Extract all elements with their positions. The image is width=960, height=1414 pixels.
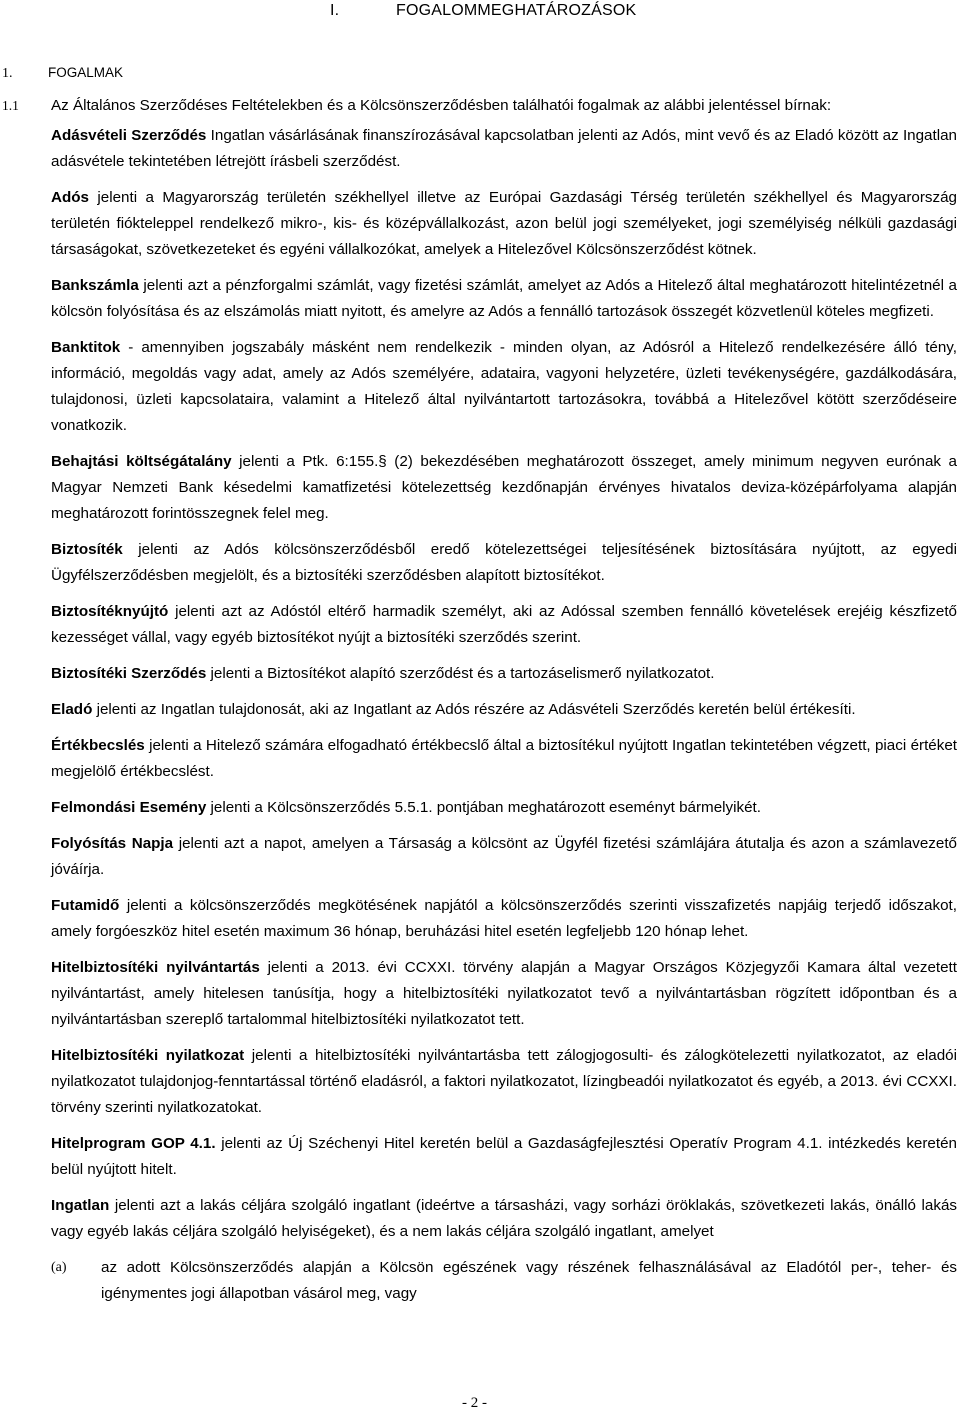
section-title: FOGALMAK bbox=[48, 65, 124, 80]
definition-paragraph bbox=[51, 1043, 957, 1121]
definition-paragraph bbox=[51, 1193, 957, 1245]
definition-paragraph bbox=[51, 661, 957, 687]
definition-text: jelenti a Kölcsönszerződés 5.5.1. pontjában meghatározott eseményt bármelyikét. bbox=[206, 799, 761, 816]
definition-text: jelenti a hitelbiztosítéki nyilvántartásba tett zálogjogosulti- és zálogkötelezetti nyilatkozatot, az eladói nyilatkozatot tulajdonjog-fenntartással történő eladásról, a faktori nyilatkozatot, lízingbeadói nyilatkozatot és egyéb, a 2013. évi CCXXI. törvény szerinti nyilatkozatokat. bbox=[51, 1047, 957, 1116]
chapter-heading bbox=[330, 2, 636, 20]
list-item-text: az adott Kölcsönszerződés alapján a Kölcsön egészének vagy részének felhasználásával az Eladótól per-, teher- és igénymentes jogi állapotban vásárol meg, vagy bbox=[101, 1259, 957, 1302]
definition-paragraph bbox=[51, 123, 957, 175]
definition-paragraph bbox=[51, 185, 957, 263]
list-item-label: (a) bbox=[51, 1260, 67, 1275]
definition-paragraph bbox=[51, 273, 957, 325]
definition-paragraph bbox=[51, 733, 957, 785]
definition-text: jelenti a Biztosítékot alapító szerződést és a tartozáselismerő nyilatkozatot. bbox=[206, 665, 715, 682]
definition-term: Ingatlan bbox=[51, 1197, 110, 1214]
definition-term: Értékbecslés bbox=[51, 737, 145, 754]
definition-term: Bankszámla bbox=[51, 277, 139, 294]
definition-paragraph bbox=[51, 537, 957, 589]
definition-term: Hitelbiztosítéki nyilatkozat bbox=[51, 1047, 245, 1064]
definition-paragraph bbox=[51, 335, 957, 439]
definition-text: jelenti az Adós kölcsönszerződésből eredő kötelezettségei teljesítésének biztosítására nyújtott, az egyedi Ügyfélszerződésben megjelölt, és a biztosítéki szerződésben alapított biztosítékot. bbox=[51, 541, 957, 584]
definition-paragraph bbox=[51, 599, 957, 651]
chapter-title: FOGALOMMEGHATÁROZÁSOK bbox=[396, 2, 637, 19]
definition-text: jelenti azt a pénzforgalmi számlát, vagy fizetési számlát, amelyet az Adós a Hitelező által meghatározott hitelintézetnél a kölcsön folyósítása és az elszámolás miatt nyitott, és amelyre az Adós a fennálló tartozások összegét közvetlenül köteles megfizeti. bbox=[51, 277, 957, 320]
definition-paragraph bbox=[51, 449, 957, 527]
definition-text: jelenti azt a napot, amelyen a Társaság a kölcsönt az Ügyfél fizetési számlájára átutalja és azon a számlavezető jóváírja. bbox=[51, 835, 957, 878]
definition-text: jelenti a Magyarország területén székhellyel illetve az Európai Gazdasági Térség területén székhellyel és Magyarország területén fiókteleppel rendelkező mikro-, kis- és középvállalkozást, azon belül jogi személyeket, jogi személyiség nélküli gazdasági társaságokat, szövetkezeteket és egyéni vállalkozókat, amelyek a Hitelezővel Kölcsönszerződést kötnek. bbox=[51, 189, 957, 258]
definition-term: Eladó bbox=[51, 701, 93, 718]
definition-text: jelenti a Ptk. 6:155.§ (2) bekezdésében meghatározott összeget, amely minimum negyven eurónak a Magyar Nemzeti Bank késedelmi kamatfizetési kötelezettség kezdőnapján érvényes hivatalos deviza-középárfolyama alapján meghatározott forintösszegnek felel meg. bbox=[51, 453, 957, 522]
definition-text: jelenti az Ingatlan tulajdonosát, aki az Ingatlant az Adós részére az Adásvételi Szerződés keretén belül értékesíti. bbox=[92, 701, 856, 718]
chapter-number: I. bbox=[330, 2, 340, 19]
definition-text: jelenti a 2013. évi CCXXI. törvény alapján a Magyar Országos Közjegyzői Kamara által vezetett nyilvántartást, amely hitelesen tanúsítja, hogy a hitelbiztosítéki nyilatkozatot tevő a nyilvántartásban rögzített időpontban és a nyilvántartásban szereplő tartalommal hitelbiztosítéki nyilatkozatot tett. bbox=[51, 959, 957, 1028]
definition-paragraph bbox=[51, 1131, 957, 1183]
definition-term: Banktitok bbox=[51, 339, 121, 356]
definition-term: Hitelprogram GOP 4.1. bbox=[51, 1135, 216, 1152]
definition-term: Biztosítéki Szerződés bbox=[51, 665, 207, 682]
definition-paragraph bbox=[51, 795, 957, 821]
definition-term: Adásvételi Szerződés bbox=[51, 127, 207, 144]
definition-text: jelenti azt a lakás céljára szolgáló ingatlant (ideértve a társasházi, vagy sorházi öröklakás, szövetkezeti lakás, önálló lakás vagy egyéb lakás céljára szolgáló helyiségeket), és a nem lakás céljára szolgáló ingatlant, amelyet bbox=[51, 1197, 957, 1240]
definition-text: - amennyiben jogszabály másként nem rendelkezik - minden olyan, az Adósról a Hitelező rendelkezésére álló tény, információ, megoldás vagy adat, amely az Adós személyére, adataira, vagyoni helyzetére, üzleti tevékenységére, gazdálkodására, tulajdonosi, üzleti kapcsolataira, valamint a Hitelező által nyilvántartott tartozásokra, továbbá a Hitelezővel kötött szerződéseire vonatkozik. bbox=[51, 339, 957, 434]
enumerated-list bbox=[0, 1255, 960, 1307]
section-heading bbox=[2, 65, 123, 82]
definition-paragraph bbox=[51, 893, 957, 945]
definition-text: Ingatlan vásárlásának finanszírozásával kapcsolatban jelenti az Adós, mint vevő és az Eladó között az Ingatlan adásvétele tekintetében létrejött írásbeli szerződést. bbox=[51, 127, 957, 170]
definition-term: Biztosítéknyújtó bbox=[51, 603, 169, 620]
definition-term: Folyósítás Napja bbox=[51, 835, 174, 852]
definition-paragraph bbox=[51, 831, 957, 883]
intro-paragraph bbox=[2, 93, 957, 119]
definition-term: Biztosíték bbox=[51, 541, 123, 558]
definitions-list bbox=[0, 123, 960, 1245]
definition-term: Futamidő bbox=[51, 897, 120, 914]
definition-text: jelenti a Hitelező számára elfogadható értékbecslő által a biztosítékul nyújtott Ingatlan tekintetében végzett, piaci értéket megjelölő értékbecslést. bbox=[51, 737, 957, 780]
definition-term: Adós bbox=[51, 189, 89, 206]
definition-paragraph bbox=[51, 955, 957, 1033]
definition-text: jelenti a kölcsönszerződés megkötésének napjától a kölcsönszerződés szerinti visszafizetés napjáig terjedő időszakot, amely forgóeszköz hitel esetén maximum 36 hónap, beruházási hitel esetén legfeljebb 120 hónap lehet. bbox=[51, 897, 957, 940]
section-number: 1. bbox=[2, 66, 13, 81]
definition-text: jelenti azt az Adóstól eltérő harmadik személyt, aki az Adóssal szemben fennálló követelések erejéig készfizető kezességet vállal, vagy egyéb biztosítékot nyújt a biztosítéki szerződés szerint. bbox=[51, 603, 957, 646]
page-number: - 2 - bbox=[462, 1395, 487, 1411]
definition-term: Hitelbiztosítéki nyilvántartás bbox=[51, 959, 260, 976]
paragraph-number: 1.1 bbox=[2, 98, 19, 113]
definition-text: jelenti az Új Széchenyi Hitel keretén belül a Gazdaságfejlesztési Operatív Program 4.1. intézkedés keretén belül nyújtott hitelt. bbox=[51, 1135, 957, 1178]
definition-paragraph bbox=[51, 697, 957, 723]
document-body bbox=[0, 93, 960, 1317]
definition-term: Felmondási Esemény bbox=[51, 799, 207, 816]
list-item bbox=[51, 1255, 957, 1307]
definition-term: Behajtási költségátalány bbox=[51, 453, 232, 470]
intro-text: Az Általános Szerződéses Feltételekben és a Kölcsönszerződésben találhatói fogalmak az alábbi jelentéssel bírnak: bbox=[51, 97, 832, 114]
